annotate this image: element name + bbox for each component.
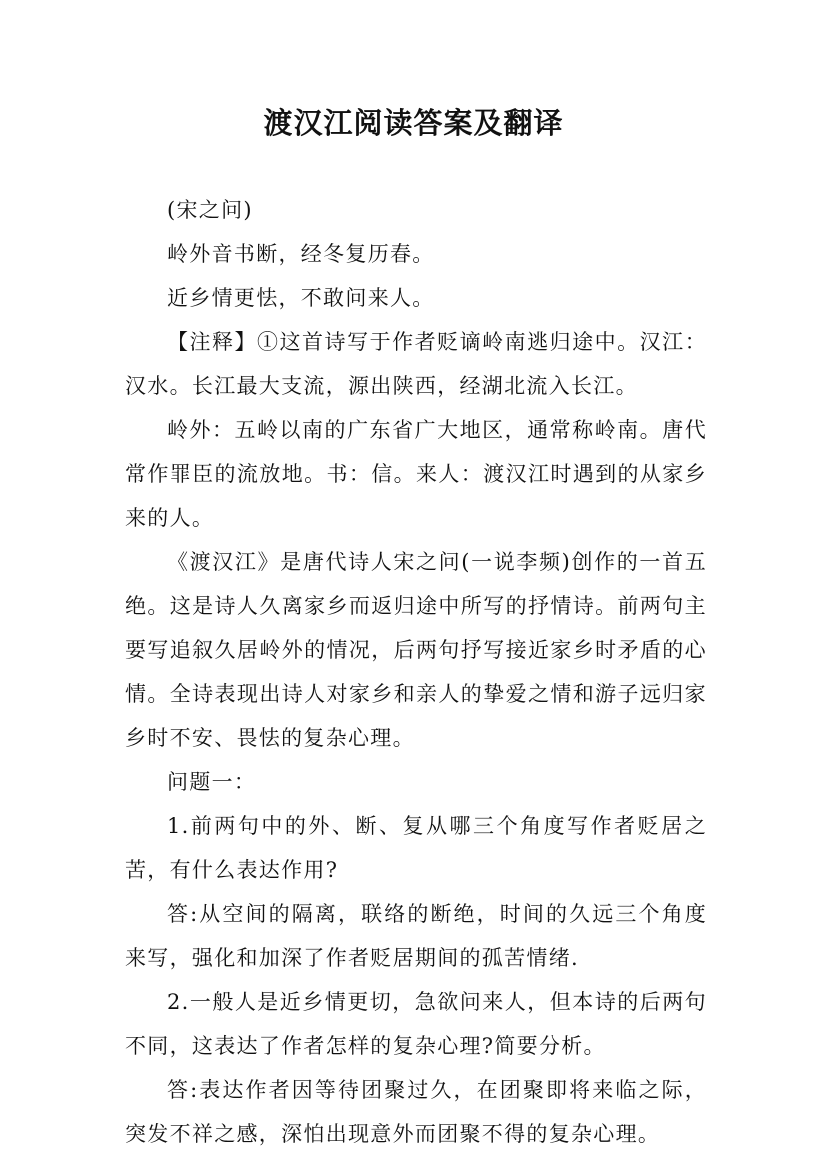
answer-2: 答:表达作者因等待团聚过久，在团聚即将来临之际，突发不祥之感，深怕出现意外而团聚不得的复杂心理。: [125, 1078, 707, 1146]
poem-line-1: 岭外音书断，经冬复历春。: [167, 242, 435, 266]
poem-analysis-paragraph: 《渡汉江》是唐代诗人宋之问(一说李频)创作的一首五绝。这是诗人久离家乡而返归途中所写的抒情诗。前两句主要写追叙久居岭外的情况，后两句抒写接近家乡时矛盾的心情。全诗表现出诗人对家乡和亲人的挚爱之情和游子远归家乡时不安、畏怯的复杂心理。: [125, 550, 707, 750]
question-1: 1.前两句中的外、断、复从哪三个角度写作者贬居之苦，有什么表达作用?: [125, 814, 707, 882]
answer-1: 答:从空间的隔离，联络的断绝，时间的久远三个角度来写，强化和加深了作者贬居期间的孤苦情绪.: [125, 902, 707, 970]
question-2: 2.一般人是近乡情更切，急欲问来人，但本诗的后两句不同，这表达了作者怎样的复杂心理?简要分析。: [125, 990, 707, 1058]
annotation-paragraph: 【注释】①这首诗写于作者贬谪岭南逃归途中。汉江：汉水。长江最大支流，源出陕西，经湖北流入长江。: [125, 330, 707, 398]
poem-line-2: 近乡情更怯，不敢问来人。: [167, 286, 435, 310]
question-set-heading: 问题一：: [167, 770, 257, 794]
annotation-paragraph-lingwai: 岭外：五岭以南的广东省广大地区，通常称岭南。唐代常作罪臣的流放地。书：信。来人：渡汉江时遇到的从家乡来的人。: [125, 418, 707, 530]
page-title: 渡汉江阅读答案及翻译: [263, 106, 564, 140]
poem-author: (宋之问): [167, 198, 253, 222]
document-body: [125, 188, 707, 1156]
